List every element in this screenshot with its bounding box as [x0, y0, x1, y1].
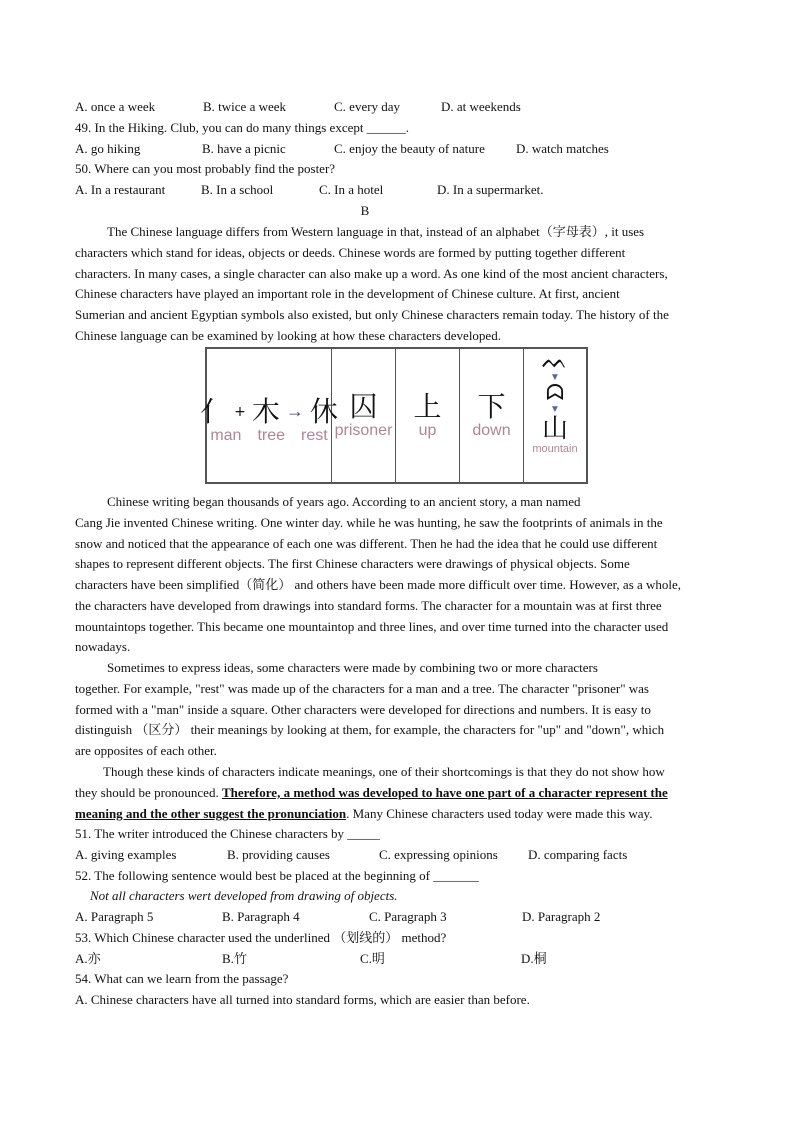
paragraph-line: formed with a "man" inside a square. Other characters were developed for directions and numbers. It is easy to — [75, 702, 651, 717]
q53-option-a: A.亦 — [75, 951, 101, 966]
glyph-prisoner: 囚 — [349, 389, 378, 423]
q54-option-a: A. Chinese characters have all turned into standard forms, which are easier than before. — [75, 992, 530, 1007]
paragraph-line: Cang Jie invented Chinese writing. One winter day. while he was hunting, he saw the footprints of animals in the — [75, 515, 663, 530]
figure-cell-mountain — [524, 349, 586, 482]
q52-sentence: Not all characters wert developed from drawing of objects. — [90, 888, 398, 903]
glyph-mountain-middle: ᗣ — [545, 381, 565, 406]
q54-question: 54. What can we learn from the passage? — [75, 971, 289, 986]
underlined-method-text: meaning and the other suggest the pronunciation — [75, 806, 347, 821]
q52-option-b: B. Paragraph 4 — [222, 909, 300, 924]
q53-option-b: B.竹 — [222, 951, 247, 966]
q48-option-c: C. every day — [334, 99, 401, 114]
paragraph-line: Though these kinds of characters indicate meanings, one of their shortcomings is that they do not show how — [103, 764, 665, 779]
paragraph-line — [75, 785, 668, 801]
caption-man: man — [210, 426, 242, 444]
q48-option-a: A. once a week — [75, 99, 156, 114]
q49-option-c: C. enjoy the beauty of nature — [334, 141, 485, 156]
paragraph-text: . Many Chinese characters used today were made this way. — [346, 806, 653, 821]
paragraph-line: distinguish （区分） their meanings by looking at them, for example, the characters for "up" and "down", which — [75, 722, 665, 737]
q51-option-a: A. giving examples — [75, 847, 177, 862]
plus-sign: + — [234, 403, 246, 420]
paragraph-line: mountaintops together. This became one mountaintop and three lines, and over time turned into the character used — [75, 619, 669, 634]
caption-prisoner: prisoner — [334, 421, 393, 439]
arrow-down-icon: ▼ — [550, 404, 560, 415]
q50-option-b: B. In a school — [201, 182, 274, 197]
section-label: B — [360, 203, 370, 218]
q50-option-a: A. In a restaurant — [75, 182, 166, 197]
paragraph-line: nowadays. — [75, 639, 131, 654]
q50-option-d: D. In a supermarket. — [437, 182, 544, 197]
paragraph-line: together. For example, "rest" was made up of the characters for a man and a tree. The character "prisoner" was — [75, 681, 649, 696]
q49-question: 49. In the Hiking. Club, you can do many things except ______. — [75, 120, 409, 135]
paragraph-line: characters have been simplified（简化） and others have been made more difficult over time. However, as a whole, — [75, 577, 682, 592]
caption-up: up — [418, 421, 437, 439]
paragraph-line: characters which stand for ideas, objects or deeds. Chinese words are formed by putting together different — [75, 245, 626, 260]
glyph-up: 上 — [413, 389, 442, 423]
q51-option-d: D. comparing facts — [528, 847, 628, 862]
q50-option-c: C. In a hotel — [319, 182, 384, 197]
q53-option-c: C.明 — [360, 951, 385, 966]
paragraph-line: Chinese writing began thousands of years ago. According to an ancient story, a man named — [107, 494, 581, 509]
caption-rest: rest — [301, 426, 328, 444]
paragraph-line: the characters have developed from drawings into standard forms. The character for a mountain was at first three — [75, 598, 662, 613]
arrow-right-icon: → — [285, 401, 304, 421]
paragraph-line: are opposites of each other. — [75, 743, 217, 758]
caption-mountain: mountain — [532, 443, 578, 455]
q49-option-d: D. watch matches — [516, 141, 609, 156]
figure-cell-rest — [200, 349, 338, 482]
paragraph-line: characters. In many cases, a single character can also make up a word. As one kind of the most ancient characters, — [75, 266, 668, 281]
q51-option-b: B. providing causes — [227, 847, 330, 862]
q52-option-d: D. Paragraph 2 — [522, 909, 601, 924]
glyph-down: 下 — [477, 389, 506, 423]
glyph-man: 亻 — [200, 394, 229, 428]
paragraph-line: Sumerian and ancient Egyptian symbols also existed, but only Chinese characters remain today. The history of the — [75, 307, 669, 322]
caption-tree: tree — [257, 426, 286, 444]
paragraph-line: Chinese characters have played an important role in the development of Chinese culture. At first, ancient — [75, 286, 620, 301]
q50-question: 50. Where can you most probably find the poster? — [75, 161, 336, 176]
caption-down: down — [472, 421, 511, 439]
q51-question: 51. The writer introduced the Chinese characters by _____ — [75, 826, 380, 841]
q53-question: 53. Which Chinese character used the underlined （划线的） method? — [75, 930, 447, 945]
paragraph-text: they should be pronounced. — [75, 785, 222, 800]
paragraph-line: Chinese language can be examined by looking at how these characters developed. — [75, 328, 501, 343]
figure-cell-prisoner — [332, 349, 396, 482]
q53-option-d: D.桐 — [521, 951, 547, 966]
character-evolution-figure — [200, 347, 588, 484]
glyph-rest: 休 — [309, 394, 338, 428]
paragraph-line: snow and noticed that the appearance of each one was different. Then he had the idea that he could use different — [75, 536, 658, 551]
q51-option-c: C. expressing opinions — [379, 847, 498, 862]
glyph-mountain-modern: 山 — [541, 414, 568, 444]
paragraph-line: The Chinese language differs from Western language in that, instead of an alphabet（字母表）, it uses — [107, 224, 645, 239]
paragraph-line — [75, 806, 652, 822]
q49-option-a: A. go hiking — [75, 141, 141, 156]
paragraph-line: Sometimes to express ideas, some characters were made by combining two or more characters — [107, 660, 598, 675]
figure-cell-down — [460, 349, 524, 482]
q52-option-a: A. Paragraph 5 — [75, 909, 154, 924]
q52-question: 52. The following sentence would best be placed at the beginning of _______ — [75, 868, 479, 883]
figure-cell-up — [396, 349, 460, 482]
underlined-method-text: Therefore, a method was developed to have one part of a character represent the — [221, 785, 668, 800]
q49-option-b: B. have a picnic — [202, 141, 286, 156]
glyph-tree: 木 — [251, 394, 280, 428]
paragraph-line: shapes to represent different objects. The first Chinese characters were drawings of physical objects. Some — [75, 556, 630, 571]
q52-option-c: C. Paragraph 3 — [369, 909, 447, 924]
glyph-mountain-ancient: ᨓ — [541, 349, 569, 374]
arrow-down-icon: ▼ — [550, 372, 560, 383]
q48-option-b: B. twice a week — [203, 99, 287, 114]
q48-option-d: D. at weekends — [441, 99, 521, 114]
